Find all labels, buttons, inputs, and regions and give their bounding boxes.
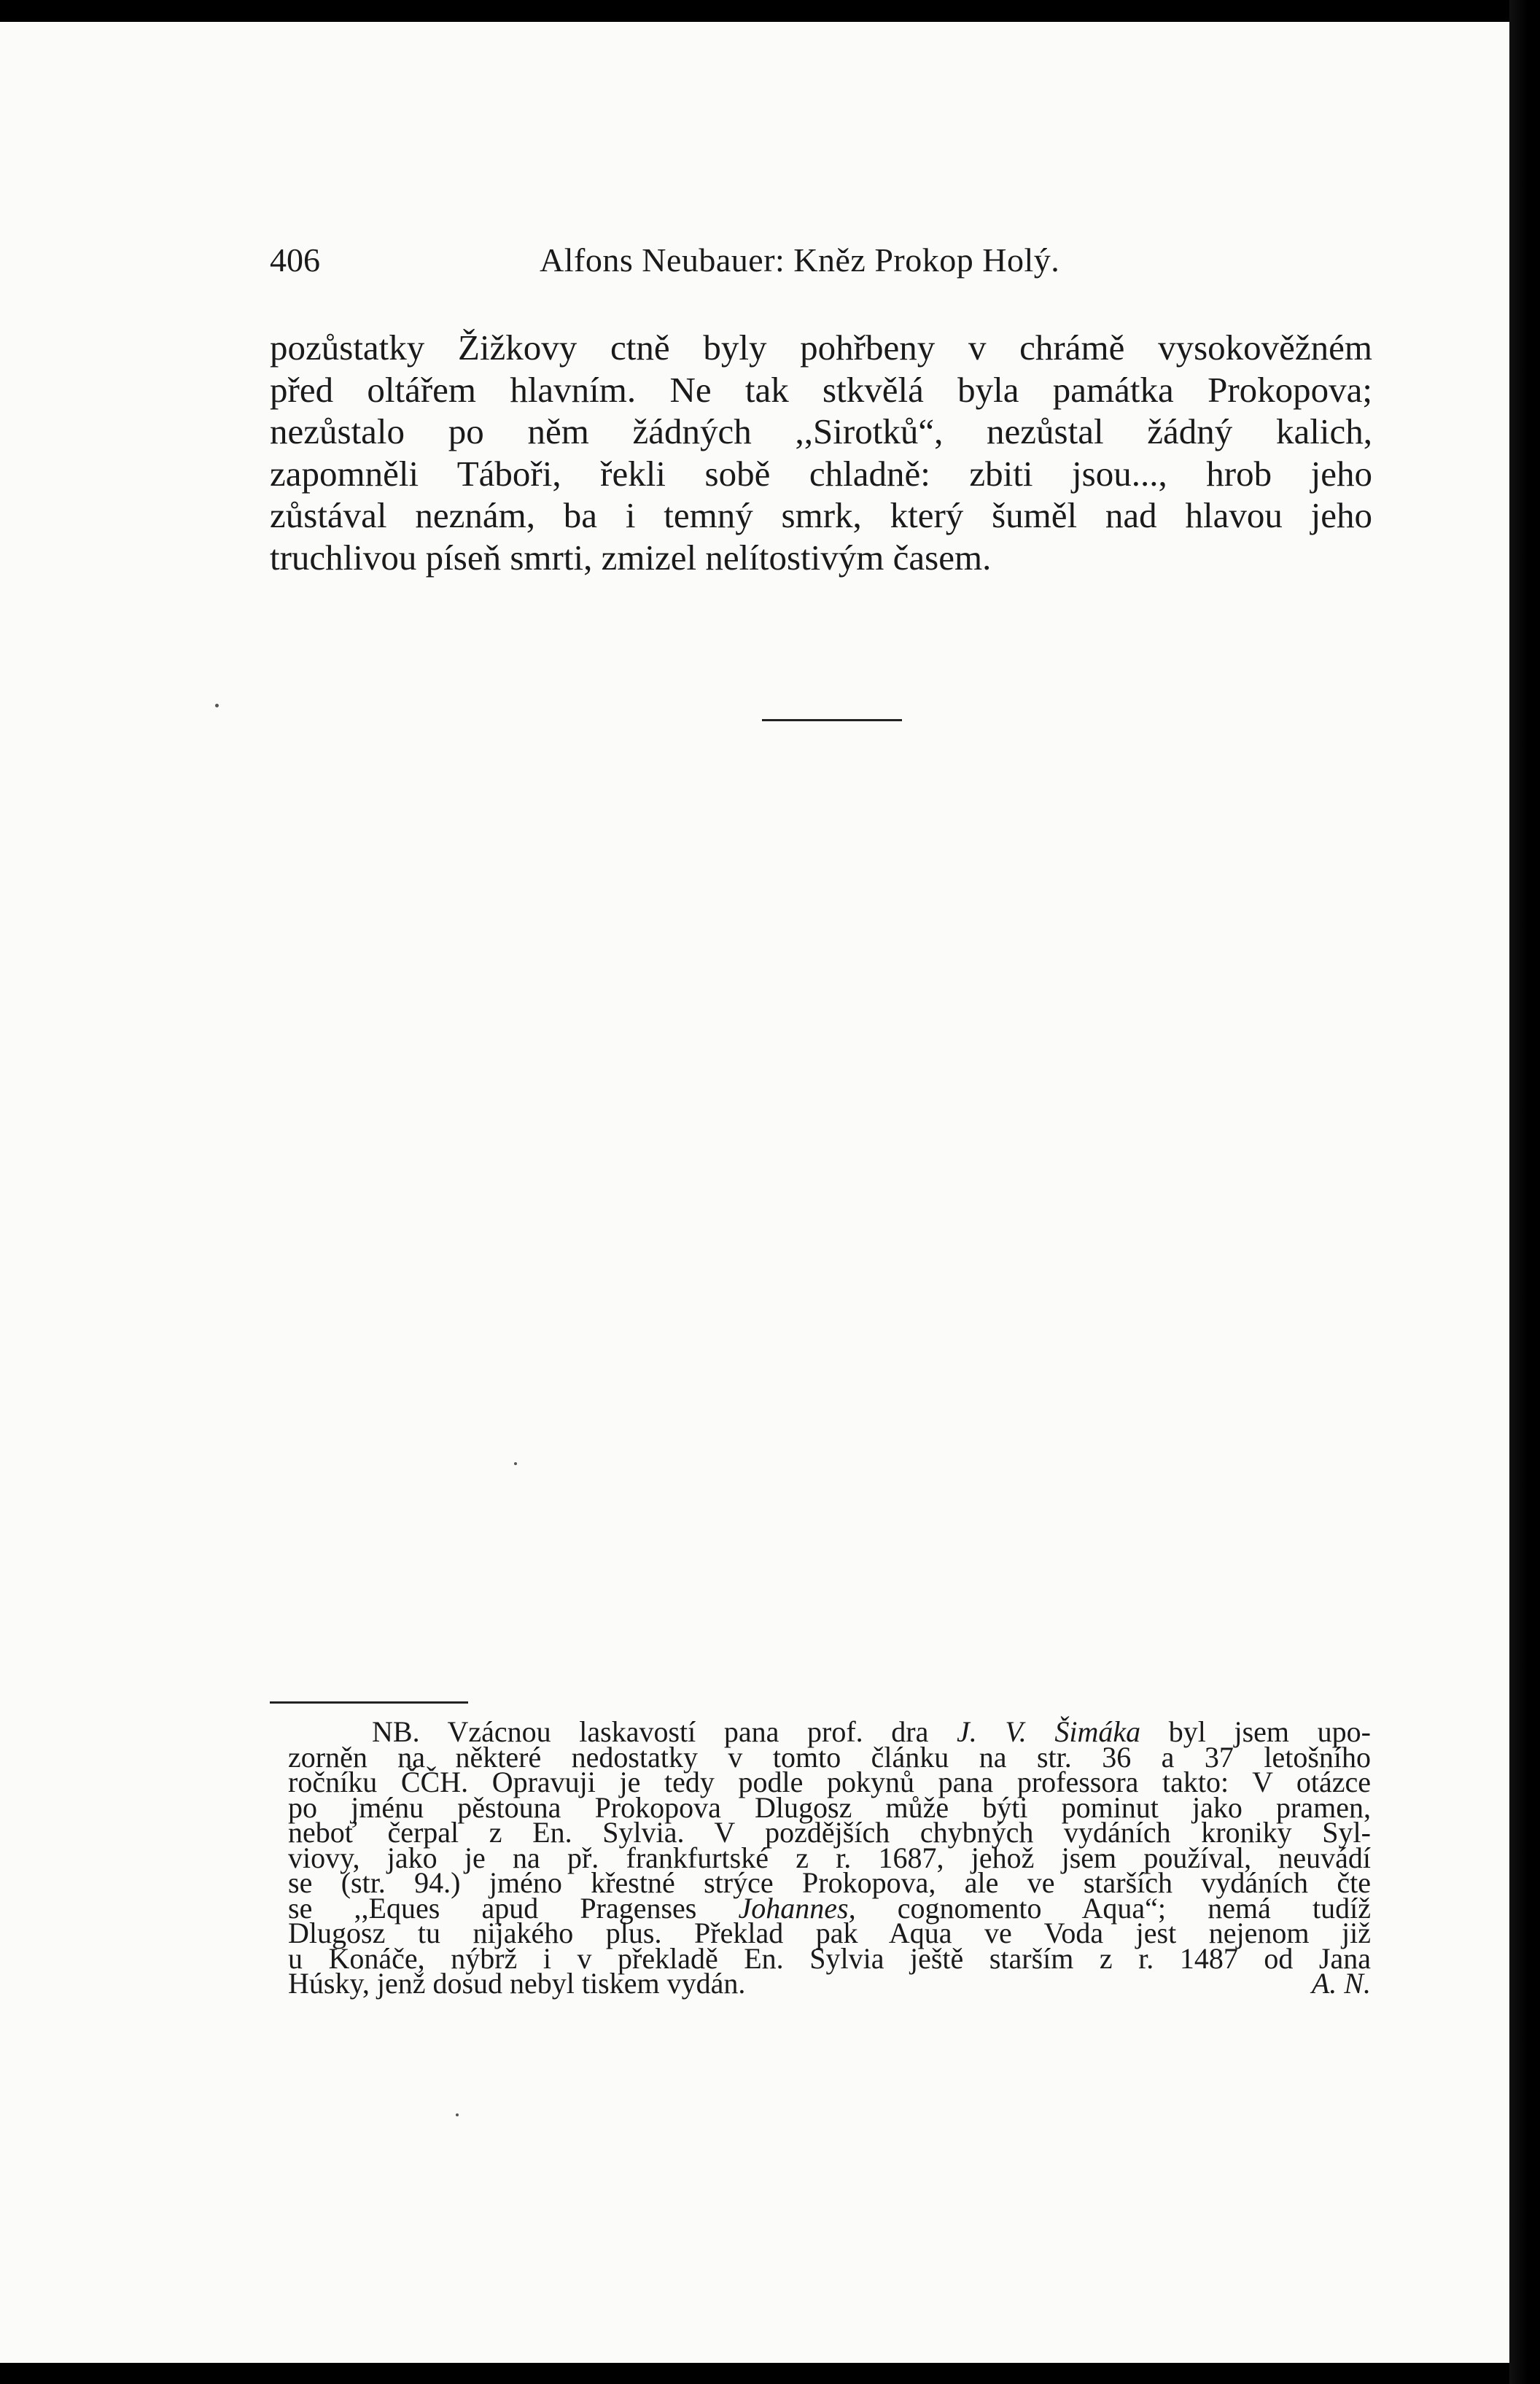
body-line: zůstával neznám, ba i temný smrk, který šuměl nad hlavou jeho: [270, 495, 1372, 535]
footnote-rule: [270, 1701, 468, 1704]
scan-edge-shadow: [1509, 0, 1540, 2384]
page-number: 406: [270, 241, 320, 279]
footnote-text: byl jsem upo-: [1140, 1715, 1371, 1748]
footnote-line: [288, 1967, 1371, 2000]
footnote-line: se (str. 94.) jméno křestné strýce Prokopova, ale ve starších vydáních čte: [288, 1866, 1371, 1899]
body-line: před oltářem hlavním. Ne tak stkvělá byla památka Prokopova;: [270, 369, 1372, 410]
body-line: pozůstatky Žižkovy ctně byly pohřbeny v chrámě vysokověžném: [270, 327, 1372, 368]
body-line: nezůstalo po něm žádných ,,Sirotků“, nezůstal žádný kalich,: [270, 411, 1372, 451]
running-head: Alfons Neubauer: Kněz Prokop Holý.: [540, 241, 1060, 279]
footnote-text: Húsky, jenž dosud nebyl tiskem vydán.: [288, 1967, 746, 2000]
footnote-line: neboť čerpal z En. Sylvia. V pozdějších chybných vydáních kroniky Syl-: [288, 1816, 1371, 1849]
footnote-text: cognomento Aqua“; nemá tudíž: [855, 1891, 1371, 1925]
footnote-text: se ,,Eques apud Pragenses: [288, 1891, 739, 1925]
footnote-signature: A. N.: [1311, 1967, 1371, 2000]
footnote-line: viovy, jako je na př. frankfurtské z r. 1687, jehož jsem používal, neuvádí: [288, 1841, 1371, 1874]
footnote-text: NB. Vzácnou laskavostí pana prof. dra: [372, 1715, 957, 1748]
footnote-line: zorněn na některé nedostatky v tomto článku na str. 36 a 37 letošního: [288, 1740, 1371, 1774]
scan-speck: [456, 2113, 459, 2116]
footnote-line: po jménu pěstouna Prokopova Dlugosz může býti pominut jako pramen,: [288, 1790, 1371, 1824]
body-line: truchlivou píseň smrti, zmizel nelítostivým časem.: [270, 537, 992, 578]
footnote-author-name: J. V. Šimáka: [957, 1715, 1141, 1748]
footnote-line: u Konáče, nýbrž i v překladě En. Sylvia ještě starším z r. 1487 od Jana: [288, 1941, 1371, 1975]
body-line: zapomněli Táboři, řekli sobě chladně: zbiti jsou..., hrob jeho: [270, 453, 1372, 494]
scan-speck: [215, 704, 219, 707]
footnote-line: Dlugosz tu nijakého plus. Překlad pak Aqua ve Voda jest nejenom již: [288, 1917, 1371, 1949]
footnote: [288, 1715, 1371, 2000]
scan-speck: [514, 1462, 517, 1465]
section-divider: [762, 719, 902, 721]
footnote-italic-name: Johannes,: [738, 1891, 856, 1925]
footnote-line: ročníku ČČH. Opravuji je tedy podle pokynů pana professora takto: V otázce: [288, 1766, 1371, 1798]
body-paragraph: [270, 327, 1372, 578]
